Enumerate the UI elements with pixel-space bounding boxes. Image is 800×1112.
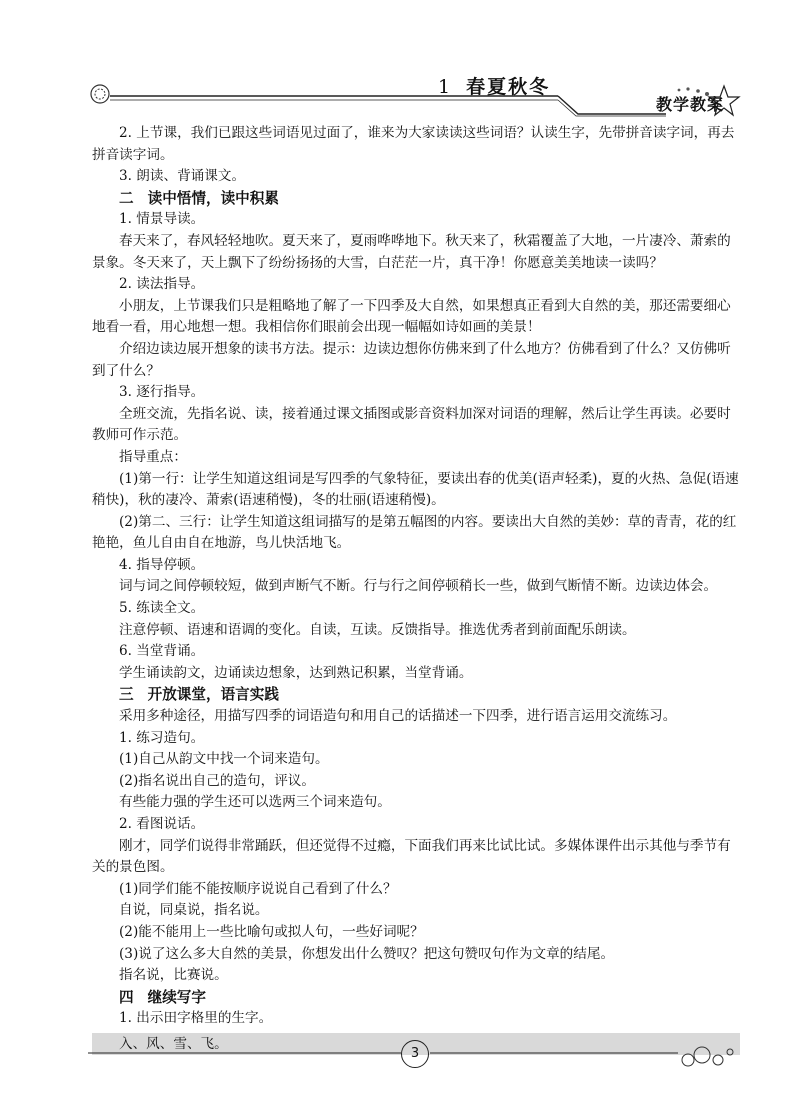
character-box: 入、风、雪、飞。 — [92, 1033, 740, 1055]
paragraph: 指名说，比赛说。 — [119, 967, 228, 984]
section-heading: 二 读中悟情，读中积累 — [119, 189, 279, 207]
paragraph: (3)说了这么多大自然的美景，你想发出什么赞叹？把这句赞叹句作为文章的结尾。 — [119, 945, 615, 962]
paragraph: (1)自己从韵文中找一个词来造句。 — [119, 751, 329, 768]
paragraph: 采用多种途径，用描写四季的词语造句和用自己的话描述一下四季，进行语言运用交流练习。 — [119, 708, 677, 725]
brand-label: 教学教案 — [656, 95, 725, 114]
paragraph: 注意停顿、语速和语调的变化。自读，互读。反馈指导。推选优秀者到前面配乐朗读。 — [119, 621, 636, 638]
page-header — [88, 70, 743, 120]
sub-heading: 1. 出示田字格里的生字。 — [119, 1010, 273, 1027]
lesson-title: 1 春夏秋冬 — [438, 76, 551, 98]
paragraph: 春天来了，春风轻轻地吹。夏天来了，夏雨哗哗地下。秋天来了，秋霜覆盖了大地，一片凄冷、萧索的景象。冬天来了，天上飘下了纷纷扬扬的大雪，白茫茫一片，真干净！你愿意美美地读一读吗？ — [92, 232, 731, 271]
page-number: 3 — [401, 1040, 429, 1068]
paragraph: 自说，同桌说，指名说。 — [119, 902, 269, 919]
paragraph: (1)同学们能不能按顺序说说自己看到了什么？ — [119, 880, 397, 897]
paragraph: (2)能不能用上一些比喻句或拟人句，一些好词呢？ — [119, 923, 424, 940]
sub-heading: 3. 逐行指导。 — [119, 384, 205, 401]
paragraph: 学生诵读韵文，边诵读边想象，达到熟记积累，当堂背诵。 — [119, 664, 473, 681]
sub-heading: 2. 看图说话。 — [119, 816, 205, 832]
paragraph: 指导重点： — [119, 448, 187, 465]
sub-heading: 6. 当堂背诵。 — [119, 643, 205, 660]
paragraph: 词与词之间停顿较短，做到声断气不断。行与行之间停顿稍长一些，做到气断情不断。边读边体会。 — [119, 578, 718, 595]
paragraph: (2)指名说出自己的造句，评议。 — [119, 772, 315, 789]
lesson-content — [92, 123, 740, 1055]
section-heading: 三 开放课堂，语言实践 — [119, 686, 279, 704]
section-heading: 四 继续写字 — [119, 988, 206, 1006]
paragraph: 3. 朗读、背诵课文。 — [119, 168, 246, 185]
sub-heading: 1. 情景导读。 — [119, 211, 205, 228]
paragraph: 刚才，同学们说得非常踊跃，但还觉得不过瘾，下面我们再来比试比试。多媒体课件出示其他与季节有关的景色图。 — [92, 837, 731, 876]
paragraph: 介绍边读边展开想象的读书方法。提示：边读边想你仿佛来到了什么地方？仿佛看到了什么？又仿佛听到了什么？ — [92, 340, 731, 379]
paragraph: 2. 上节课，我们已跟这些词语见过面了，谁来为大家读读这些词语？认读生字，先带拼音读字词，再去拼音读字词。 — [92, 125, 735, 163]
sub-heading: 5. 练读全文。 — [119, 600, 205, 617]
sub-heading: 2. 读法指导。 — [119, 276, 205, 293]
paragraph: 小朋友，上节课我们只是粗略地了解了一下四季及大自然，如果想真正看到大自然的美，那还需要细心地看一看，用心地想一想。我相信你们眼前会出现一幅幅如诗如画的美景！ — [92, 297, 731, 336]
page-footer — [88, 1030, 743, 1080]
paragraph: 有些能力强的学生还可以选两三个词来造句。 — [119, 794, 391, 811]
sub-heading: 1. 练习造句。 — [119, 729, 205, 746]
paragraph: (1)第一行：让学生知道这组词是写四季的气象特征，要读出春的优美(语声轻柔)，夏的火热、急促(语速稍快)，秋的凄冷、萧索(语速稍慢)，冬的壮丽(语速稍慢)。 — [92, 470, 739, 509]
sub-heading: 4. 指导停顿。 — [119, 556, 205, 573]
paragraph: (2)第二、三行：让学生知道这组词描写的是第五幅图的内容。要读出大自然的美妙：草的青青，花的红艳艳，鱼儿自由自在地游，鸟儿快活地飞。 — [92, 513, 737, 552]
paragraph: 全班交流，先指名说、读，接着通过课文插图或影音资料加深对词语的理解，然后让学生再读。必要时教师可作示范。 — [92, 405, 731, 444]
header-decoration — [88, 70, 743, 120]
